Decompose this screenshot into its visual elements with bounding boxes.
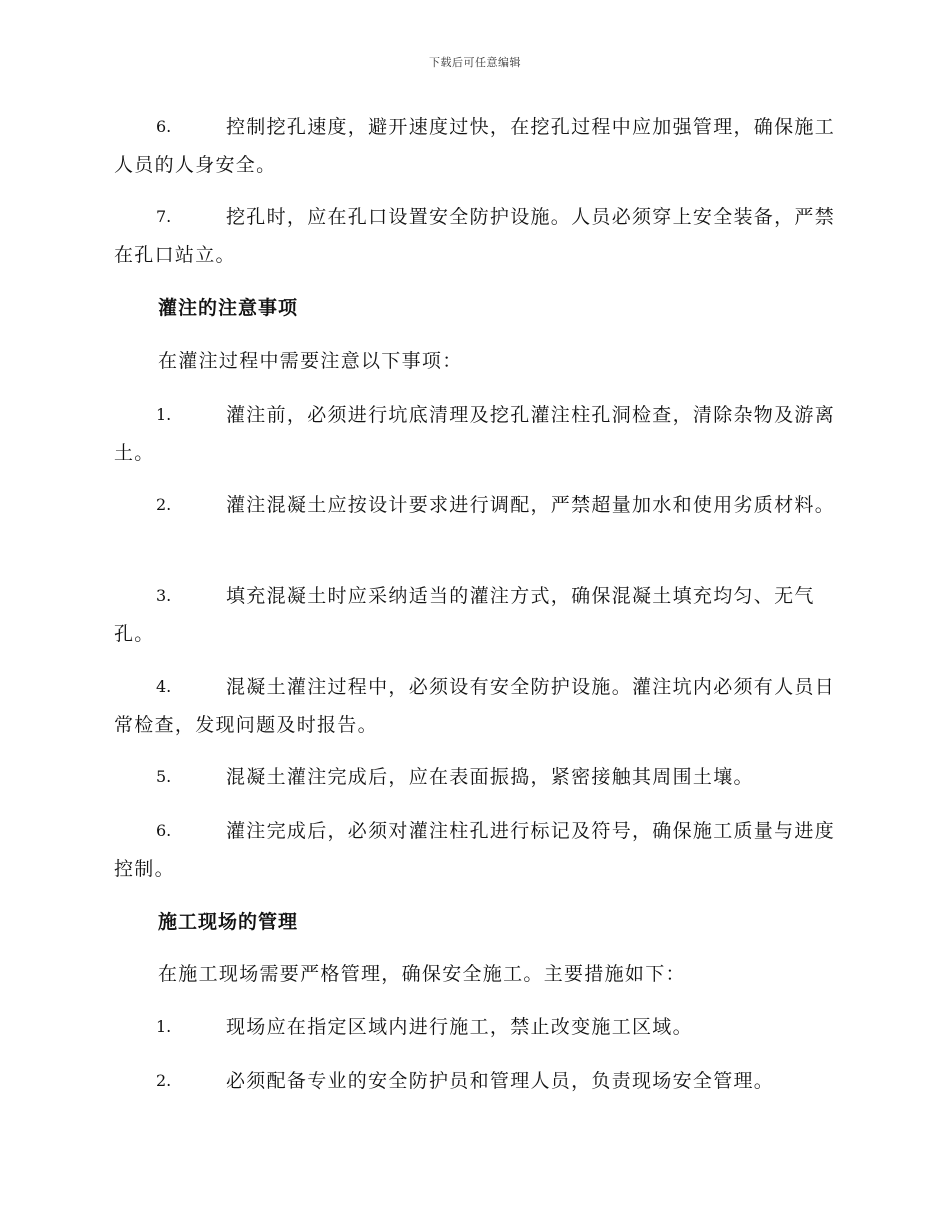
section-intro: 在灌注过程中需要注意以下事项： xyxy=(158,350,463,372)
item-text: 必须配备专业的安全防护员和管理人员，负责现场安全管理。 xyxy=(226,1070,775,1092)
item-text: 灌注混凝土应按设计要求进行调配，严禁超量加水和使用劣质材料。 xyxy=(226,494,836,516)
section-heading: 灌注的注意事项 xyxy=(158,297,299,319)
item-number: 4. xyxy=(156,677,172,696)
item-text: 现场应在指定区域内进行施工，禁止改变施工区域。 xyxy=(226,1016,693,1038)
item-text: 灌注前，必须进行坑底清理及挖孔灌注柱孔洞检查，清除杂物及游离土。 xyxy=(114,404,836,464)
item-number: 6. xyxy=(156,821,172,840)
item-number: 3. xyxy=(156,586,172,605)
list-item xyxy=(114,1008,836,1046)
item-number: 2. xyxy=(156,1071,172,1090)
list-item xyxy=(114,1062,836,1100)
section-intro: 在施工现场需要严格管理，确保安全施工。主要措施如下： xyxy=(158,963,686,985)
item-text: 混凝土灌注完成后，应在表面振捣，紧密接触其周围土壤。 xyxy=(226,766,754,788)
item-text: 混凝土灌注过程中，必须设有安全防护设施。灌注坑内必须有人员日常检查，发现问题及时报告。 xyxy=(114,676,836,736)
item-number: 5. xyxy=(156,767,172,786)
list-item xyxy=(114,812,836,888)
list-item xyxy=(114,758,836,796)
item-number: 7. xyxy=(156,207,172,226)
item-text: 填充混凝土时应采纳适当的灌注方式，确保混凝土填充均匀、无气孔。 xyxy=(114,585,815,645)
item-text: 灌注完成后，必须对灌注柱孔进行标记及符号，确保施工质量与进度控制。 xyxy=(114,820,836,880)
item-number: 1. xyxy=(156,1017,172,1036)
list-item xyxy=(114,396,836,472)
item-text: 挖孔时，应在孔口设置安全防护设施。人员必须穿上安全装备，严禁在孔口站立。 xyxy=(114,206,836,266)
section-heading: 施工现场的管理 xyxy=(158,911,299,933)
item-number: 6. xyxy=(156,117,172,136)
list-item xyxy=(114,198,836,274)
list-item xyxy=(114,577,836,653)
item-number: 2. xyxy=(156,495,172,514)
item-text: 控制挖孔速度，避开速度过快，在挖孔过程中应加强管理，确保施工人员的人身安全。 xyxy=(114,116,836,176)
page-header: 下载后可任意编辑 xyxy=(429,56,521,69)
list-item xyxy=(114,486,836,524)
item-number: 1. xyxy=(156,405,172,424)
list-item xyxy=(114,108,836,184)
list-item xyxy=(114,668,836,744)
